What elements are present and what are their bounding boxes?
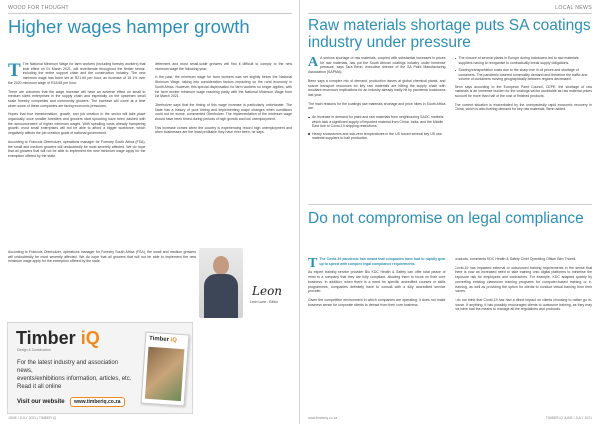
magazine-cover-image (141, 332, 190, 407)
paragraph: This increase comes when the country is experiencing record high unemployment and when businesses are the least profitable they have ever been, he says. (154, 125, 292, 135)
editor-signature: Leon (252, 284, 283, 298)
headline-wages: Higher wages hamper growth (8, 16, 250, 37)
article-column-2 (455, 257, 593, 409)
right-page (300, 0, 600, 424)
footer-url: www.timberiq.co.za (308, 416, 338, 420)
paragraph: As expert training service provider Bio KDC Health & Safety can offer total peace of mind to a company that they are fully compliant, allowing them to focus on their core business. In addition, when there is a need for specific accredited courses or skills programmes, companies definitely have to consult with a fully accredited service provider. (308, 270, 446, 294)
paragraph: Benn says a complex mix of demand, production issues at global chemical plants, and scarce transport resources for key raw materials are hitting the supply chain with resultant enormous implications for an industry already badly hit by pandemic lockdowns last year. (308, 78, 446, 97)
ad-logo: Timber iQ (16, 328, 100, 348)
article-column-1 (308, 56, 446, 196)
timber-iq-advert[interactable] (7, 322, 193, 414)
paragraph: The main reasons for the coatings raw materials shortage and price hikes in South Africa are: (308, 101, 446, 111)
paragraph: In the past, the minimum wage for farm workers was set slightly below the National Minimum Wage, taking into consideration factors impacting on the rural economy in South Africa. However, this special dispensation for farm workers no longer applies, with the farm worker minimum wage reaching parity with the National Minimum Wage from 1st March 2021. (154, 75, 292, 99)
headline-legal-compliance: Do not compromise on legal compliance (308, 210, 584, 227)
portrait-body (204, 274, 238, 318)
editor-caption: Leon Lurie - Editor (250, 300, 278, 304)
paragraph: The current situation is exacerbated by the unexpectedly rapid economic recovery in China, which is also fuelling demand for key raw materials, Benn added. (454, 102, 592, 112)
paragraph: T The Covid-19 pandemic has meant that companies have had to rapidly gear up to speed with complex legal compliance requirements. (308, 257, 446, 271)
ad-copy-line: Read it all online (17, 384, 62, 390)
article-column-3 (8, 250, 196, 316)
article-legal-body (308, 257, 592, 409)
footer-left: JUNE / JULY 2021 | TIMBER iQ (8, 416, 56, 420)
article-column-1 (8, 62, 146, 246)
paragraph: Given the competitive environment in which companies are operating, it does not make business sense for corporate clients to detract from their core business. (308, 297, 446, 307)
headline-raw-materials: Raw materials shortage puts SA coatings industry under pressure (308, 17, 591, 52)
bullet-item: The closure of several plants in Europe during lockdowns led to raw materials suppliers having to reorganise to contractually break supply obligations. (455, 56, 593, 65)
paragraph: Oberholzer says that the timing of this wage increase is particularly unfortunate. The State has a history of poor timing and implementing major changes when conditions could not be worse, commented Oberholzer. The implementation of the minimum wage should have been timed during periods of high growth and low unemployment. (154, 102, 292, 122)
article-column-2 (155, 62, 293, 246)
portrait-head (213, 256, 229, 275)
paragraph: A A serious shortage of raw materials, coupled with substantial increases in prices for raw materials, has put the South African coatings industry under immense pressure, says Tara Benn, executive director of the SA Paint Manufacturing Association (SAPMA). (308, 56, 446, 75)
footer-right: TIMBER iQ JUNE / JULY 2021 (545, 416, 592, 420)
paragraph: products, comments KDC Health & Safety Chief Operating Officer Ben Thorell. (454, 257, 577, 261)
bullet-item: An increase in demand for paint and raw materials from neighbouring SADC markets which lack a significant supply of imported material from China, India, and the Middle East due to Covid-19 shipping restrictions. (308, 115, 446, 129)
ad-copy-line: events/exhibitions information, articles, etc. (17, 376, 132, 382)
ad-copy (17, 359, 135, 391)
ad-visit-label: Visit our website (17, 399, 65, 405)
magazine-cover-title: Timber iQ (148, 335, 178, 344)
paragraph: There are concerns that the wage increase will have an adverse effect on small to medium sized enterprises in the supply chain and especially on the upstream small scale forestry companies and community growers. The increase will come at a time when some of these companies are facing economic pressures. (8, 89, 146, 108)
article-wages-body (8, 62, 292, 246)
section-tag-left: WOOD FOR THOUGHT (8, 5, 69, 11)
magazine-cover-photo (145, 347, 185, 401)
paragraph: Benn says according to the European Paint Council, CEPE, the shortage of raw materials is an immense burden for the coatings sector worldwide as raw material prices account for more than half of the cost of finished products. (454, 84, 592, 98)
ad-website-link[interactable]: www.timberiq.co.za (70, 397, 125, 407)
bullet-item: Soaring transportation costs due to the sharp rise in oil prices and shortage of containers. The pandemic lowered commodity demand and therefore the traffic and volume of containers moving geographically between regions decreased. (455, 68, 593, 82)
paragraph: Covid-19 has impacted external or outsourced training requirements in the sense that there is now an increased need to take training onto digital platforms to minimise the exposure risk for employees and contractors. For example, KDC adapted quickly by converting existing classroom training programs for computer-based training or e-learning, as well as providing the option for clients to conduct virtual training from their homes. (454, 265, 592, 294)
drop-cap: T (308, 257, 318, 271)
drop-cap: T (8, 62, 21, 81)
section-rule-right (308, 13, 592, 14)
paragraph: Hopes that true transformation, growth, and job creation in the sector will take place organically once smaller foresters and growers start sprouting have been dashed with the announcement of higher minimum wages. With spiralling costs already hampering growth, most small enterprises will not be able to afford a bigger workforce, which negatively affects the job creation goals of national government. (8, 112, 146, 136)
editor-portrait (199, 248, 243, 318)
paragraph: I do not think that Covid-19 has had a direct impact on clients choosing to rather go in-house. If anything, it has possibly encouraged clients to outsource training, as they may not have had the means to manage all the regulations and protocols. (454, 297, 592, 312)
article-raw-materials-body (308, 56, 592, 196)
paragraph: According to Francois Oberholzer, operations manager for Forestry South Africa (FSA), the small and medium growers will undoubtedly be most severely affected. We do hope that all growers that will not be able to implement the new minimum wage apply for the exemption offered by the state. (8, 139, 146, 158)
section-rule-left (8, 13, 292, 14)
article-divider (308, 204, 592, 205)
ad-copy-line: For the latest industry and association news, (17, 360, 119, 374)
article-column-1 (308, 257, 446, 409)
paragraph: According to Francois Oberholzer, operations manager for Forestry South Africa (FSA), the small and medium growers will undoubtedly be most severely affected. We do hope that all growers that will not be able to implement the new minimum wage apply for the exemption offered by the state. (8, 250, 196, 264)
ad-logo-subtitle: Design & Construction (17, 348, 51, 352)
bullet-item: Heavy snowstorms and sub-zero temperatures in the US forced several key US raw material suppliers to halt production. (308, 132, 446, 141)
article-wages-continued (8, 250, 196, 316)
section-tag-right: LOCAL NEWS (555, 5, 592, 11)
article-column-2 (455, 56, 593, 196)
paragraph: T The National Minimum Wage for farm workers (including forestry workers) that took effect on 01 March 2021, will reverberate throughout the timber sector, including the entire support chain and the construction industry. The new minimum wage has been set at R21.69 per hour, an increase of 16.1% over the 2020 minimum wage of R18.68 per hour. (8, 62, 146, 85)
drop-cap: A (308, 56, 319, 70)
paragraph: deferment and most small-scale growers will find it difficult to comply to the new minimum wage the following year. (154, 62, 292, 71)
